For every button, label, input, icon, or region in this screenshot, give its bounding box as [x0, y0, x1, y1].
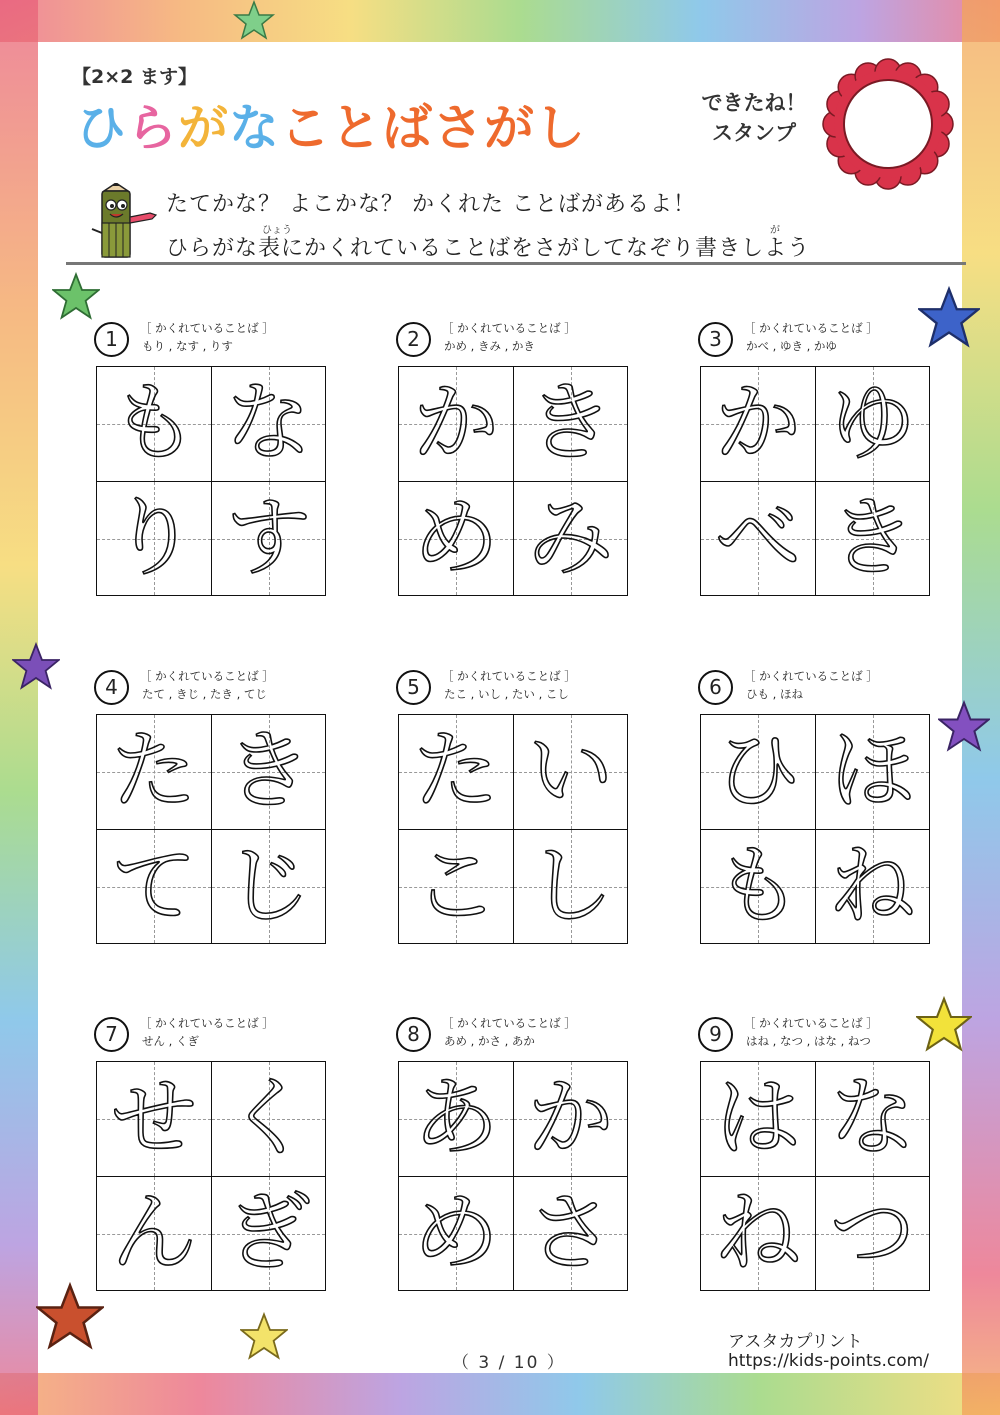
hidden-words-list: せん , くぎ [142, 1034, 199, 1048]
tracing-grid [700, 1061, 930, 1291]
trace-character: つ [829, 1183, 916, 1283]
trace-character: た [413, 721, 499, 821]
site-url: https://kids-points.com/ [728, 1351, 929, 1371]
stamp-label [694, 88, 814, 148]
hidden-words-list: もり , なす , りす [142, 339, 233, 353]
tracing-grid [96, 366, 326, 596]
hidden-words-label: ［ かくれていることば ］ [744, 669, 878, 683]
trace-character: な [829, 1068, 916, 1168]
trace-character: ほ [829, 721, 916, 821]
tracing-grid [96, 714, 326, 944]
tracing-cell[interactable] [399, 367, 513, 481]
tracing-grid [96, 1061, 326, 1291]
tracing-cell[interactable] [211, 715, 325, 829]
tracing-cell[interactable] [513, 481, 627, 595]
puzzle-number: 5 [396, 670, 431, 705]
trace-character: ゆ [829, 373, 916, 473]
tracing-cell[interactable] [513, 367, 627, 481]
puzzle-number: 1 [94, 322, 129, 357]
tracing-cell[interactable] [815, 481, 929, 595]
title-char: ひ [76, 99, 127, 157]
tracing-cell[interactable] [701, 715, 815, 829]
trace-character: も [111, 373, 197, 473]
trace-character: こ [413, 836, 499, 936]
tracing-cell[interactable] [701, 829, 815, 943]
trace-character: き [225, 721, 312, 821]
tracing-cell[interactable] [211, 1176, 325, 1290]
star-icon [232, 0, 276, 40]
puzzle-number: 6 [698, 670, 733, 705]
ruby-ga: が [770, 225, 780, 236]
trace-character: べ [715, 488, 801, 588]
tracing-cell[interactable] [211, 1062, 325, 1176]
trace-character: ね [715, 1183, 801, 1283]
puzzle-number: 3 [698, 322, 733, 357]
header-divider [66, 262, 966, 265]
hidden-words-list: たこ , いし , たい , こし [444, 687, 569, 701]
hidden-words-list: はね , なつ , はな , ねつ [746, 1034, 871, 1048]
trace-character: く [225, 1068, 312, 1168]
hidden-words-label: ［ かくれていることば ］ [744, 1016, 878, 1030]
trace-character: し [527, 836, 614, 936]
trace-character: も [715, 836, 801, 936]
trace-character: め [413, 488, 499, 588]
instruction-kanji-hyou: 表 [258, 236, 282, 261]
trace-character: き [527, 373, 614, 473]
trace-character: あ [413, 1068, 499, 1168]
hidden-words-label: ［ かくれていることば ］ [442, 321, 576, 335]
tracing-cell[interactable] [513, 1062, 627, 1176]
page-title [76, 88, 586, 160]
page-number: （ 3 / 10 ） [452, 1353, 566, 1373]
puzzle-8 [396, 1017, 636, 1297]
tracing-cell[interactable] [97, 829, 211, 943]
tracing-cell[interactable] [97, 715, 211, 829]
tracing-cell[interactable] [399, 1062, 513, 1176]
trace-character: め [413, 1183, 499, 1283]
puzzle-6 [698, 670, 938, 950]
instruction-text-a: ひらがな [166, 236, 259, 261]
trace-character: す [225, 488, 312, 588]
hidden-words-list: ひも , ほね [746, 687, 803, 701]
puzzle-7 [94, 1017, 334, 1297]
tracing-cell[interactable] [701, 1176, 815, 1290]
title-char: ら [127, 99, 178, 157]
hidden-words-label: ［ かくれていることば ］ [744, 321, 878, 335]
tracing-cell[interactable] [97, 481, 211, 595]
stamp-label-line2: スタンプ [712, 121, 796, 145]
puzzle-number: 8 [396, 1017, 431, 1052]
tracing-cell[interactable] [211, 829, 325, 943]
grid-size-tag: 【2×2 ます】 [72, 66, 197, 88]
star-icon [938, 700, 990, 752]
tracing-cell[interactable] [701, 367, 815, 481]
hidden-words-list: あめ , かさ , あか [444, 1034, 535, 1048]
trace-character: い [527, 721, 614, 821]
tracing-cell[interactable] [815, 1176, 929, 1290]
puzzle-5 [396, 670, 636, 950]
trace-character: か [527, 1068, 614, 1168]
trace-character: じ [225, 836, 312, 936]
tracing-grid [700, 714, 930, 944]
tracing-cell[interactable] [815, 715, 929, 829]
tracing-cell[interactable] [97, 1062, 211, 1176]
instruction-text-c: きしよう [718, 236, 811, 261]
title-char: な [229, 99, 280, 157]
hidden-words-label: ［ かくれていることば ］ [442, 1016, 576, 1030]
tracing-cell[interactable] [815, 829, 929, 943]
tracing-cell[interactable] [211, 367, 325, 481]
puzzle-number: 4 [94, 670, 129, 705]
tracing-cell[interactable] [701, 481, 815, 595]
puzzle-2 [396, 322, 636, 602]
trace-character: か [715, 373, 801, 473]
tracing-cell[interactable] [97, 367, 211, 481]
stamp-label-line1: できたね！ [701, 91, 807, 115]
hidden-words-label: ［ かくれていることば ］ [140, 669, 274, 683]
stamp-circle-icon [822, 58, 954, 190]
trace-character: み [527, 488, 614, 588]
title-hiragana [76, 99, 280, 157]
trace-character: さ [527, 1183, 614, 1283]
tracing-cell[interactable] [815, 367, 929, 481]
tracing-cell[interactable] [97, 1176, 211, 1290]
trace-character: て [111, 836, 197, 936]
instruction-text-b: にかくれていることばをさがしてなぞり [281, 236, 696, 261]
tracing-cell[interactable] [701, 1062, 815, 1176]
star-icon [240, 1312, 288, 1360]
tracing-grid [398, 714, 628, 944]
tracing-grid [398, 1061, 628, 1291]
tracing-cell[interactable] [513, 829, 627, 943]
hidden-words-list: たて , きじ , たき , てじ [142, 687, 267, 701]
instruction-line-1: たてかな？ よこかな？ かくれた ことばがあるよ！ [166, 192, 696, 217]
instruction-kanji-kaku: 書 [695, 236, 719, 261]
tracing-grid [398, 366, 628, 596]
trace-character: せ [111, 1068, 197, 1168]
ruby-hyou: ひょう [262, 225, 292, 236]
instruction-line-2 [166, 231, 810, 262]
hidden-words-label: ［ かくれていることば ］ [442, 669, 576, 683]
brand-name: アスタカプリント [728, 1332, 863, 1352]
star-icon [52, 272, 100, 320]
trace-character: り [111, 488, 197, 588]
hidden-words-label: ［ かくれていることば ］ [140, 321, 274, 335]
puzzle-3 [698, 322, 938, 602]
trace-character: き [829, 488, 916, 588]
tracing-cell[interactable] [513, 1176, 627, 1290]
tracing-cell[interactable] [399, 829, 513, 943]
tracing-cell[interactable] [399, 481, 513, 595]
trace-character: た [111, 721, 197, 821]
trace-character: ひ [715, 721, 801, 821]
puzzle-9 [698, 1017, 938, 1297]
puzzle-number: 7 [94, 1017, 129, 1052]
tracing-cell[interactable] [815, 1062, 929, 1176]
puzzle-number: 2 [396, 322, 431, 357]
trace-character: な [225, 373, 312, 473]
star-icon [12, 642, 60, 690]
pencil-mascot-icon [86, 183, 158, 263]
puzzle-1 [94, 322, 334, 602]
trace-character: か [413, 373, 499, 473]
trace-character: ぎ [225, 1183, 312, 1283]
trace-character: は [715, 1068, 801, 1168]
hidden-words-label: ［ かくれていることば ］ [140, 1016, 274, 1030]
title-kotoba: ことばさがし [280, 99, 586, 157]
tracing-cell[interactable] [513, 715, 627, 829]
puzzle-4 [94, 670, 334, 950]
puzzle-number: 9 [698, 1017, 733, 1052]
hidden-words-list: かめ , きみ , かき [444, 339, 535, 353]
tracing-cell[interactable] [399, 1176, 513, 1290]
tracing-grid [700, 366, 930, 596]
tracing-cell[interactable] [211, 481, 325, 595]
hidden-words-list: かべ , ゆき , かゆ [746, 339, 837, 353]
tracing-cell[interactable] [399, 715, 513, 829]
trace-character: ん [111, 1183, 197, 1283]
title-char: が [178, 99, 229, 157]
trace-character: ね [829, 836, 916, 936]
